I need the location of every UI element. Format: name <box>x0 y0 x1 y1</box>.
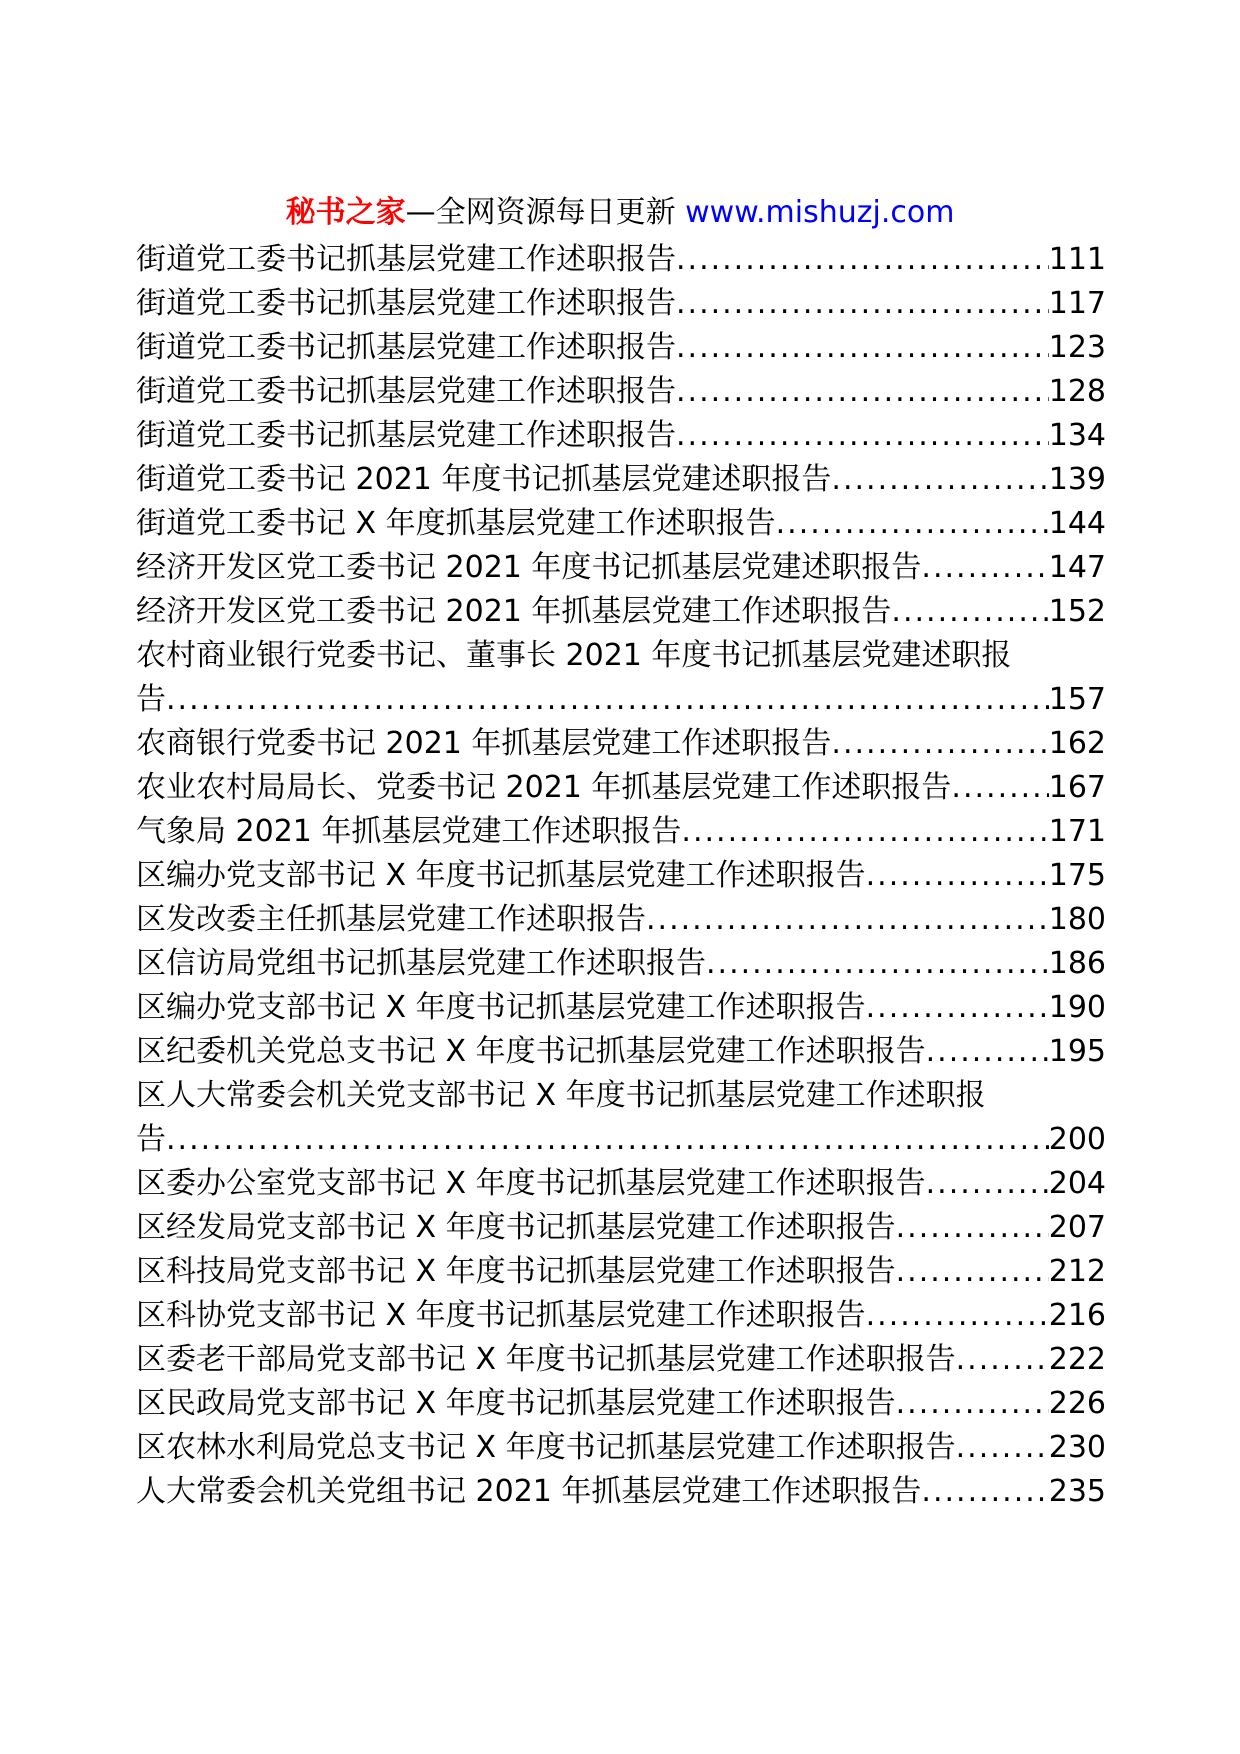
toc-entry-row <box>136 326 1106 370</box>
toc-entry[interactable] <box>136 238 1106 282</box>
toc-page-number: 207 <box>1048 1210 1106 1245</box>
toc-entry-title-continued: 告 <box>136 682 166 717</box>
toc-dot-leader <box>896 1382 1049 1426</box>
toc-entry[interactable] <box>136 370 1106 414</box>
toc-entry-title: 街道党工委书记 2021 年度书记抓基层党建述职报告 <box>136 462 832 497</box>
toc-page-number: 152 <box>1048 594 1106 629</box>
site-url[interactable]: www.mishuzj.com <box>685 195 955 230</box>
toc-entry-row <box>136 1206 1106 1250</box>
toc-entry[interactable] <box>136 898 1106 942</box>
toc-dot-leader <box>166 678 1049 722</box>
toc-entry-title: 街道党工委书记抓基层党建工作述职报告 <box>136 374 676 409</box>
toc-page-number: 195 <box>1048 1034 1106 1069</box>
toc-entry-title: 街道党工委书记抓基层党建工作述职报告 <box>136 286 676 321</box>
toc-entry-row <box>136 986 1106 1030</box>
toc-page-number: 171 <box>1048 814 1106 849</box>
toc-entry-row <box>136 546 1106 590</box>
toc-entry-row <box>136 1118 1106 1162</box>
toc-entry-row <box>136 238 1106 282</box>
toc-entry-title: 区编办党支部书记 X 年度书记抓基层党建工作述职报告 <box>136 990 866 1025</box>
toc-page-number: 212 <box>1048 1254 1106 1289</box>
toc-entry[interactable] <box>136 1250 1106 1294</box>
toc-page-number: 186 <box>1048 946 1106 981</box>
toc-entry[interactable] <box>136 766 1106 810</box>
toc-page-number: 128 <box>1048 374 1106 409</box>
toc-entry-row <box>136 810 1106 854</box>
toc-dot-leader <box>866 986 1049 1030</box>
toc-page-number: 216 <box>1048 1298 1106 1333</box>
toc-entry-title: 区人大常委会机关党支部书记 X 年度书记抓基层党建工作述职报 <box>136 1078 986 1113</box>
toc-entry[interactable] <box>136 1030 1106 1074</box>
toc-page-number: 190 <box>1048 990 1106 1025</box>
toc-dot-leader <box>951 766 1048 810</box>
toc-entry[interactable] <box>136 1206 1106 1250</box>
toc-entry-row <box>136 766 1106 810</box>
toc-entry-title: 区委办公室党支部书记 X 年度书记抓基层党建工作述职报告 <box>136 1166 926 1201</box>
toc-entry-title: 区编办党支部书记 X 年度书记抓基层党建工作述职报告 <box>136 858 866 893</box>
toc-page-number: 111 <box>1048 242 1106 277</box>
toc-entry-title: 街道党工委书记抓基层党建工作述职报告 <box>136 418 676 453</box>
toc-entry[interactable] <box>136 634 1106 722</box>
toc-entry-row <box>136 1162 1106 1206</box>
toc-entry-title: 区科技局党支部书记 X 年度书记抓基层党建工作述职报告 <box>136 1254 896 1289</box>
toc-page-number: 117 <box>1048 286 1106 321</box>
toc-entry-title: 区经发局党支部书记 X 年度书记抓基层党建工作述职报告 <box>136 1210 896 1245</box>
toc-dot-leader <box>646 898 1049 942</box>
toc-entry-title: 农业农村局局长、党委书记 2021 年抓基层党建工作述职报告 <box>136 770 952 805</box>
toc-entry[interactable] <box>136 986 1106 1030</box>
toc-entry-row <box>136 1250 1106 1294</box>
toc-entry[interactable] <box>136 1074 1106 1162</box>
toc-dot-leader <box>921 546 1048 590</box>
toc-entry-title: 街道党工委书记抓基层党建工作述职报告 <box>136 242 676 277</box>
toc-dot-leader <box>676 326 1049 370</box>
toc-dot-leader <box>681 810 1048 854</box>
toc-dot-leader <box>676 414 1049 458</box>
toc-entry-row <box>136 722 1106 766</box>
toc-entry[interactable] <box>136 722 1106 766</box>
header-slogan: —全网资源每日更新 <box>405 195 676 230</box>
toc-page-number: 157 <box>1048 682 1106 717</box>
toc-entry-title: 区科协党支部书记 X 年度书记抓基层党建工作述职报告 <box>136 1298 866 1333</box>
toc-page-number: 226 <box>1048 1386 1106 1421</box>
toc-page-number: 235 <box>1048 1474 1106 1509</box>
toc-entry-row <box>136 502 1106 546</box>
toc-page-number: 139 <box>1048 462 1106 497</box>
toc-entry[interactable] <box>136 502 1106 546</box>
toc-entry[interactable] <box>136 854 1106 898</box>
toc-entry-title-continued: 告 <box>136 1122 166 1157</box>
toc-entry-title: 农商银行党委书记 2021 年抓基层党建工作述职报告 <box>136 726 832 761</box>
toc-entry-row <box>136 942 1106 986</box>
toc-entry-row <box>136 898 1106 942</box>
toc-entry-row <box>136 590 1106 634</box>
toc-entry-row <box>136 1030 1106 1074</box>
toc-page-number: 230 <box>1048 1430 1106 1465</box>
toc-page-number: 134 <box>1048 418 1106 453</box>
toc-page-number: 162 <box>1048 726 1106 761</box>
toc-dot-leader <box>926 1162 1049 1206</box>
toc-entry[interactable] <box>136 1382 1106 1426</box>
toc-entry[interactable] <box>136 1426 1106 1470</box>
toc-entry[interactable] <box>136 942 1106 986</box>
toc-dot-leader <box>956 1426 1049 1470</box>
toc-dot-leader <box>676 370 1049 414</box>
toc-dot-leader <box>676 238 1049 282</box>
toc-page-number: 123 <box>1048 330 1106 365</box>
toc-entry-row <box>136 370 1106 414</box>
toc-entry-title: 区农林水利局党总支书记 X 年度书记抓基层党建工作述职报告 <box>136 1430 956 1465</box>
page-header <box>0 193 1240 233</box>
toc-entry-title: 区信访局党组书记抓基层党建工作述职报告 <box>136 946 706 981</box>
toc-page-number: 147 <box>1048 550 1106 585</box>
toc-dot-leader <box>896 1206 1049 1250</box>
toc-entry[interactable] <box>136 546 1106 590</box>
toc-dot-leader <box>776 502 1049 546</box>
brand-name: 秘书之家 <box>285 195 406 230</box>
toc-page-number: 222 <box>1048 1342 1106 1377</box>
toc-entry-row <box>136 1294 1106 1338</box>
toc-dot-leader <box>866 854 1049 898</box>
toc-entry-row <box>136 678 1106 722</box>
toc-entry-title: 人大常委会机关党组书记 2021 年抓基层党建工作述职报告 <box>136 1474 922 1509</box>
toc-entry-row <box>136 1338 1106 1382</box>
toc-entry-title: 经济开发区党工委书记 2021 年抓基层党建工作述职报告 <box>136 594 892 629</box>
toc-dot-leader <box>166 1118 1049 1162</box>
toc-entry-row <box>136 1382 1106 1426</box>
toc-dot-leader <box>956 1338 1049 1382</box>
toc-entry-row <box>136 414 1106 458</box>
toc-entry-title: 街道党工委书记 X 年度抓基层党建工作述职报告 <box>136 506 776 541</box>
toc-entry[interactable] <box>136 1162 1106 1206</box>
toc-entry[interactable] <box>136 810 1106 854</box>
toc-entry-title: 农村商业银行党委书记、董事长 2021 年度书记抓基层党建述职报 <box>136 638 1012 673</box>
toc-page-number: 144 <box>1048 506 1106 541</box>
toc-dot-leader <box>921 1470 1048 1514</box>
toc-page-number: 180 <box>1048 902 1106 937</box>
toc-entry[interactable] <box>136 1470 1106 1514</box>
toc-dot-leader <box>891 590 1048 634</box>
toc-dot-leader <box>706 942 1049 986</box>
toc-dot-leader <box>896 1250 1049 1294</box>
toc-entry-title: 区纪委机关党总支书记 X 年度书记抓基层党建工作述职报告 <box>136 1034 926 1069</box>
toc-dot-leader <box>831 722 1048 766</box>
toc-entry-row <box>136 458 1106 502</box>
toc-entry[interactable] <box>136 326 1106 370</box>
toc-page-number: 200 <box>1048 1122 1106 1157</box>
toc-entry[interactable] <box>136 458 1106 502</box>
toc-entry-title: 区发改委主任抓基层党建工作述职报告 <box>136 902 646 937</box>
toc-dot-leader <box>926 1030 1049 1074</box>
toc-entry-row <box>136 854 1106 898</box>
toc-entry[interactable] <box>136 414 1106 458</box>
toc-page-number: 175 <box>1048 858 1106 893</box>
toc-entry-title: 街道党工委书记抓基层党建工作述职报告 <box>136 330 676 365</box>
toc-entry-title: 经济开发区党工委书记 2021 年度书记抓基层党建述职报告 <box>136 550 922 585</box>
toc-entry-title: 区民政局党支部书记 X 年度书记抓基层党建工作述职报告 <box>136 1386 896 1421</box>
toc-dot-leader <box>866 1294 1049 1338</box>
toc-dot-leader <box>831 458 1048 502</box>
toc-entry-title: 气象局 2021 年抓基层党建工作述职报告 <box>136 814 682 849</box>
toc-entry-row <box>136 1470 1106 1514</box>
toc-entry[interactable] <box>136 282 1106 326</box>
toc-page-number: 204 <box>1048 1166 1106 1201</box>
toc-entry[interactable] <box>136 590 1106 634</box>
toc-entry-row <box>136 1426 1106 1470</box>
table-of-contents <box>136 238 1106 1514</box>
toc-entry-title: 区委老干部局党支部书记 X 年度书记抓基层党建工作述职报告 <box>136 1342 956 1377</box>
toc-entry[interactable] <box>136 1338 1106 1382</box>
toc-dot-leader <box>676 282 1049 326</box>
toc-entry-row <box>136 282 1106 326</box>
toc-page-number: 167 <box>1048 770 1106 805</box>
toc-entry[interactable] <box>136 1294 1106 1338</box>
